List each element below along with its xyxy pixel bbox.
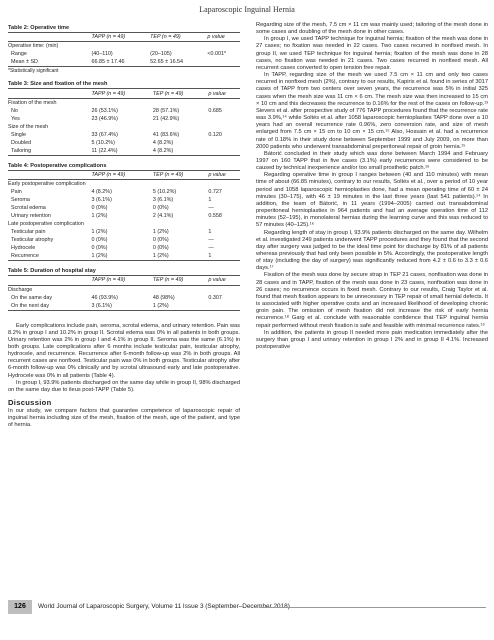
discussion-paragraph: In our study, we compare factors that guarantee competence of laparoscopic repair of inguinal hernia including size of the mesh, fixation of the mesh, age of the patient, and type of hernia. [8, 408, 240, 429]
table2-header: TEP (n = 49) [150, 33, 207, 42]
table5-header: TAPP (n = 49) [92, 276, 153, 285]
table-row: Discharge [8, 286, 33, 293]
table2-operative-time [8, 32, 240, 67]
table-row: Size of the mesh [8, 123, 49, 130]
table-row: Operative time: (min) [8, 43, 59, 50]
table-row: Urinary retention 1 (2%) 2 (4.1%) 0.558 [11, 213, 222, 220]
table-row: On the same day 46 (93.9%) 48 (98%) 0.307 [11, 294, 222, 301]
right-column [256, 22, 488, 351]
table4-header: p value [208, 170, 240, 179]
discussion-heading: Discussion [8, 398, 52, 408]
table3-header: p value [208, 89, 240, 98]
table5-caption: Table 5: Duration of hospital stay [8, 268, 96, 275]
table2-header [8, 33, 92, 42]
table-row: Single 33 (67.4%) 41 (83.6%) 0.120 [11, 131, 222, 138]
table-row: Range (40–110) (20–105) <0.001* [11, 51, 227, 58]
body-paragraph: Regarding length of stay in group I, 93.9% patients discharged on the same day. Wilhelm et al. investigated 249 patients underwent TAPP procedures and they found that the second day after surgery was judged to be the ideal time point for discharge by 81% of all patients whereas previously that had only been possible in 5%. Accordingly, the postoperative length of stay (including the day of surgery) was significantly reduced from 4.2 ± 0.6 to 3.3 ± 0.6 days.¹⁷ [256, 229, 488, 272]
table5-header [8, 276, 92, 285]
table3-header: TAPP (n = 49) [92, 89, 153, 98]
table-row: Fixation of the mesh [8, 99, 57, 106]
table-row: Scrotal edema 0 (0%) 0 (0%) — [11, 205, 214, 212]
body-paragraph: Bátorić concluded in their study which was done between March 1994 and February 1997 on 160 TAPP that in five cases (3.1%) early recurrences were considered to be caused by technical inexperience and/or too small prosthetic patch.¹⁶ [256, 150, 488, 172]
results-paragraph: In group I, 93.9% patients discharged on the same day while in group II, 98% discharged on the same day due to ileus post-TAPP (Table 5). [8, 379, 240, 393]
table5-header: TEP (n = 49) [153, 276, 209, 285]
table-row: Late postoperative complication [8, 221, 84, 228]
table5-header: p value [208, 276, 240, 285]
table-row: Recurrence 1 (2%) 1 (2%) 1 [8, 252, 240, 261]
table3-caption: Table 3: Size and fixation of the mesh [8, 81, 108, 88]
table3-header: TEP (n = 49) [153, 89, 209, 98]
footer-rule [260, 607, 486, 608]
body-paragraph: Regarding size of the mesh, 7.5 cm × 11 cm was mainly used; tailoring of the mesh done in some cases and doubling of the mesh done in other cases. [256, 22, 488, 36]
table2-footnote: *Statistically significant [8, 68, 59, 75]
table3-header [8, 89, 92, 98]
page-number: 126 [8, 600, 32, 614]
table4-header: TAPP (n = 49) [92, 170, 153, 179]
page-footer [0, 600, 494, 616]
journal-citation: World Journal of Laparoscopic Surgery, Volume 11 Issue 3 (September–December 2018) [38, 603, 290, 610]
running-head: Laparoscopic Inguinal Hernia [199, 5, 295, 14]
table5-hospital-stay [8, 275, 240, 310]
table-row: Seroma 3 (6.1%) 3 (6.1%) 1 [11, 197, 212, 204]
table3-mesh [8, 88, 240, 155]
table4-caption: Table 4: Postoperative complications [8, 162, 107, 169]
body-paragraph: Fixation of the mesh was done by secure strap in TEP 21 cases, nonfixation was done in 28 cases and in TAPP, fixation of the mesh was done in 23 cases, nonfixation was done in 26 cases; no recurrence occurs in fixed mesh. Contrary to our results, Craig Taylor et al. found that mesh fixation appears to be unnecessary in TEP repair of small hernial defects. It is associated with higher operative costs and an increased likelihood of developing chronic groin pain. The omission of mesh fixation did not increase the risk of early hernia recurrence.¹⁸ Garg et al. conclude with reasonable confidence that TEP inguinal hernia repair performed without mesh fixation is safe and feasible with minimal recurrence rates.¹⁹ [256, 272, 488, 329]
table-row: Testicular atrophy 0 (0%) 0 (0%) — [11, 237, 214, 244]
table-row: Hydrocele 0 (0%) 0 (0%) — [11, 245, 214, 252]
table2-caption: Table 2: Operative time [8, 25, 70, 31]
table-row: Testicular pain 1 (2%) 1 (2%) 1 [11, 229, 212, 236]
table2-header: p value [207, 33, 240, 42]
results-paragraph: Early complications include pain, seroma, scrotal edema, and urinary retention. Pain was 8.2% in group I and 10.2% in group II. Scrotal edema was 0% in all patients in both groups. Urinary retention was 2% in group I and 4.1% in group II. Seroma was the same (6.1%) in both groups. Late complications after 6 months include testicular pain, testicular atrophy, hydrocele, and recurrence. Recurrence after 6-month follow-up was 2% in both groups. All recurrent cases are nonfixed. Testicular pain was 0% in both groups. Testicular atrophy after 6-month follow-up was 0% clinically and by scrotal ultrasound early and late postoperative. Hydrocele was 0% in all patients (Table 4). [8, 322, 240, 379]
body-paragraph: Regarding operative time in group I ranges between (40 and 110 minutes) with mean time of about (66.85 minutes), contrary to our results, Soltés et al., over a period of 10 year period and 1058 laparoscopic hernioplasties done, had a mean operating time of 60 ± 24 minutes (30–175), with 46 ± 19 minutes in the last three years (last 541 patients).¹⁴ In addition, the team of Bátorić, in 11 years (1994–2005) carried out transabdominal preperitoneal hernioplasties in 964 patients and had an average operation time of 112 minutes (52–195), in monolateral hernias during the learning curve and this was reduced to 57 minutes (40–125).¹⁶ [256, 172, 488, 229]
table-row: Pain 4 (8.2%) 5 (10.2%) 0.727 [11, 189, 222, 196]
table2-header: TAPP (n = 49) [92, 33, 151, 42]
left-column [8, 22, 240, 430]
table-row: Mean ± SD 66.85 ± 17.46 52.65 ± 16.54 [8, 58, 240, 67]
table-row: Yes 23 (46.9%) 21 (42.9%) [11, 115, 180, 122]
table4-header [8, 170, 92, 179]
table4-complications [8, 170, 240, 261]
table-row: Doubled 5 (10.2%) 4 (8.2%) [11, 139, 174, 146]
body-paragraph: In group I, we used TAPP technique for inguinal hernia; fixation of the mesh was done in 27 cases; no fixation was needed in 22 cases. Two cases recurred in nonfixed mesh. In group II, we used TEP technique for inguinal hernia; fixation of the mesh was done in 28 cases, no fixation was needed in 21 cases. Two cases recurred in nonfixed mesh. All recurrent cases converted to open tension free repair. [256, 36, 488, 71]
body-paragraph: In TAPP, regarding size of the mesh we used 7.5 cm × 11 cm and only two cases recurred in nonfixed mesh (2%), contrary to our results, Kapiris et al. found in series of 3017 cases of TAPP from two centers over seven years, the recurrence was 5% in initial 325 cases when the mesh size was 11 cm × 6 cm. The mesh size was then increased to 15 cm × 10 cm and this decreases the recurrence to 0.16% for the rest of the cases on follow-up.¹³ Sievers et al. after prospective study of 776 TAPP procedures found that the recurrence rate was 3.9%,¹⁴ while Soltés et al. after 1058 laparoscopic hernioplasties TAPP done over a 10 years had an overall recurrence rate 0.96%, zero conversion rate, and size of mesh enlarged from 7.5 cm × 15 cm to 10 cm × 15 cm.¹⁵ Also, Hossain et al. had a recurrence rate of 0.18% in their study done between September 1999 and July 2009, on more than 2000 patients who underwent transabdominal preperitoneal repair of groin hernia.¹⁵ [256, 72, 488, 150]
body-paragraph: In addition, the patients in group II needed more pain medication immediately after the surgery than group I and urinary retention in group I 2% and in group II 4.1%. Increased postoperative [256, 329, 488, 351]
table-row: Early postoperative complication [8, 181, 86, 188]
table4-header: TEP (n = 49) [153, 170, 209, 179]
table-row: No 26 (53.1%) 28 (57.1%) 0.685 [11, 107, 222, 114]
table-row: On the next day 3 (6.1%) 1 (2%) [8, 302, 240, 311]
table-row: Tailoring 11 (22.4%) 4 (8.2%) [8, 147, 240, 156]
